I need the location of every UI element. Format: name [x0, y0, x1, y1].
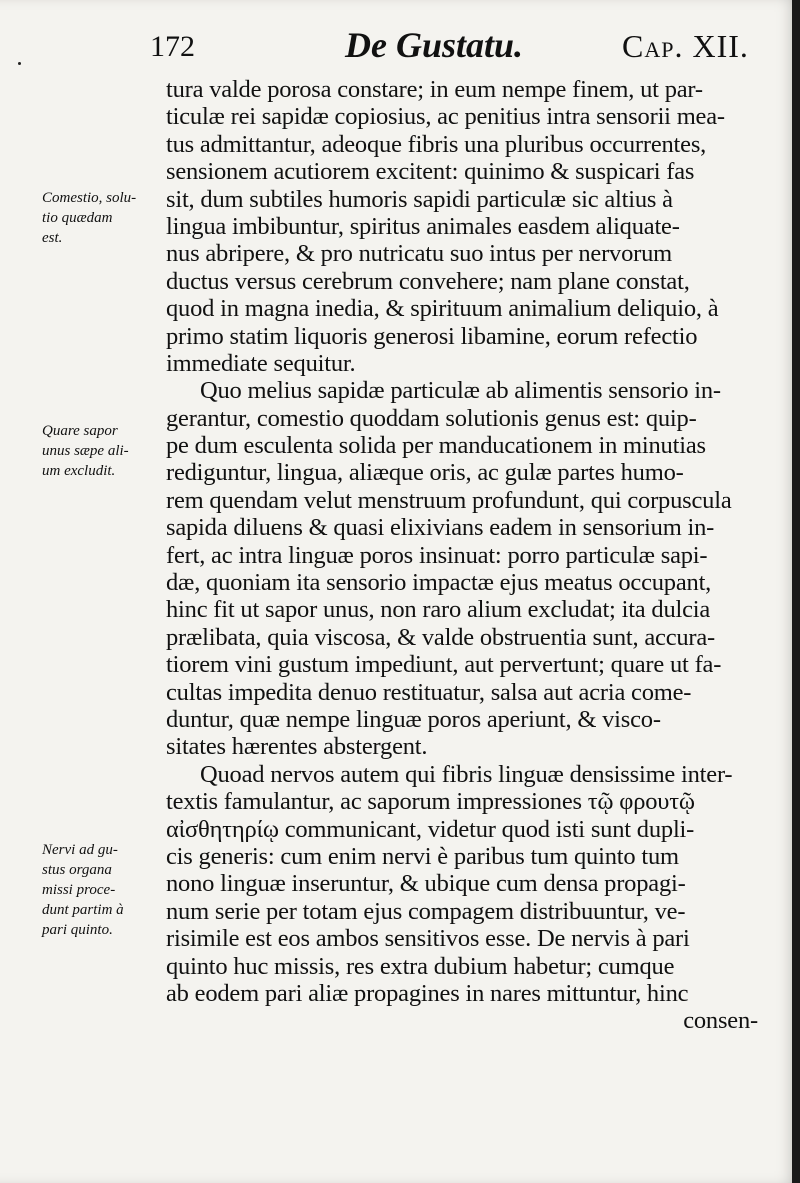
text-line: lingua imbibuntur, spiritus animales easdem aliquate- — [166, 212, 680, 240]
text-line: cultas impedita denuo restituatur, salsa aut acria come- — [166, 678, 692, 706]
page-edge-shadow — [792, 0, 800, 1183]
paragraph-start-line: Quo melius sapidæ particulæ ab alimentis sensorio in- — [200, 377, 721, 405]
marginal-line: unus sæpe ali- — [42, 443, 129, 459]
text-line: sensionem acutiorem excitent: quinimo & suspicari fas — [166, 158, 695, 186]
text-line: sitates hærentes abstergent. — [166, 733, 428, 761]
page-number: 172 — [150, 30, 195, 63]
text-line: hinc fit ut sapor unus, non raro alium excludat; ita dulcia — [166, 596, 711, 624]
text-line: primo statim liquoris generosi libamine, eorum refectio — [166, 322, 698, 350]
text-line: dæ, quoniam ita sensorio impactæ ejus meatus occupant, — [166, 569, 712, 597]
text-line: pe dum esculenta solida per manducationem in minutias — [166, 432, 706, 460]
catchword: consen- — [683, 1007, 758, 1035]
marginal-note-nervi — [42, 840, 160, 940]
text-line: risimile est eos ambos sensitivos esse. De nervis à pari — [166, 925, 690, 953]
marginal-line: stus organa — [42, 862, 112, 878]
text-line: sapida diluens & quasi elixivians eadem in sensorium in- — [166, 514, 715, 542]
text-line: ticulæ rei sapidæ copiosius, ac penitius intra sensorii mea- — [166, 103, 725, 131]
text-line: tus admittantur, adeoque fibris una pluribus occurrentes, — [166, 130, 707, 158]
text-line: nus abripere, & pro nutricatu suo intus per nervorum — [166, 240, 673, 268]
chapter-reference: Cap. XII. — [622, 28, 749, 64]
text-line: ab eodem pari aliæ propagines in nares mittuntur, hinc — [166, 979, 689, 1007]
text-line: sit, dum subtiles humoris sapidi particulæ sic altius à — [166, 185, 673, 213]
text-line: quod in magna inedia, & spirituum animalium deliquio, à — [166, 295, 719, 323]
marginal-line: dunt partim à — [42, 902, 124, 918]
marginal-note-sapor — [42, 421, 160, 481]
marginal-line: missi proce- — [42, 882, 116, 898]
text-line: num serie per totam ejus compagem distribuuntur, ve- — [166, 897, 686, 925]
marginal-note-comestio — [42, 188, 160, 248]
paragraph-start-line: Quoad nervos autem qui fibris linguæ densissime inter- — [200, 760, 733, 788]
text-line: immediate sequitur. — [166, 349, 356, 377]
marginal-line: Quare sapor — [42, 423, 118, 439]
text-line: cis generis: cum enim nervi è paribus tum quinto tum — [166, 842, 679, 870]
marginal-line: Nervi ad gu- — [42, 842, 118, 858]
text-line: gerantur, comestio quoddam solutionis genus est: quip- — [166, 404, 697, 432]
text-line: duntur, quæ nempe linguæ poros aperiunt, & visco- — [166, 705, 661, 733]
text-line: prælibata, quia viscosa, & valde obstruentia sunt, accura- — [166, 623, 716, 651]
marginal-line: Comestio, solu- — [42, 190, 137, 206]
text-line: tura valde porosa constare; in eum nempe finem, ut par- — [166, 76, 703, 103]
running-title: De Gustatu. — [345, 25, 524, 65]
text-line: rediguntur, lingua, aliæque oris, ac gulæ partes humo- — [166, 459, 684, 487]
text-line: quinto huc missis, res extra dubium habetur; cumque — [166, 952, 675, 980]
text-line: textis famulantur, ac saporum impressiones τῷ φρουτῷ — [166, 788, 695, 816]
marginal-line: pari quinto. — [42, 922, 113, 938]
marginal-line: um excludit. — [42, 463, 116, 479]
text-line: ductus versus cerebrum convehere; nam plane constat, — [166, 267, 690, 295]
page-header — [0, 18, 800, 78]
marginal-line: est. — [42, 230, 63, 246]
text-line: fert, ac intra linguæ poros insinuat: porro particulæ sapi- — [166, 541, 708, 569]
marginal-line: tio quædam — [42, 210, 113, 226]
text-line: tiorem vini gustum impediunt, aut pervertunt; quare ut fa- — [166, 651, 722, 679]
text-line: rem quendam velut menstruum profundunt, qui corpuscula — [166, 486, 732, 514]
text-line: nono linguæ inseruntur, & ubique cum densa propagi- — [166, 870, 686, 898]
text-line: αἰσθητηρίῳ communicant, videtur quod isti sunt dupli- — [166, 815, 695, 843]
body-text — [166, 76, 766, 1035]
